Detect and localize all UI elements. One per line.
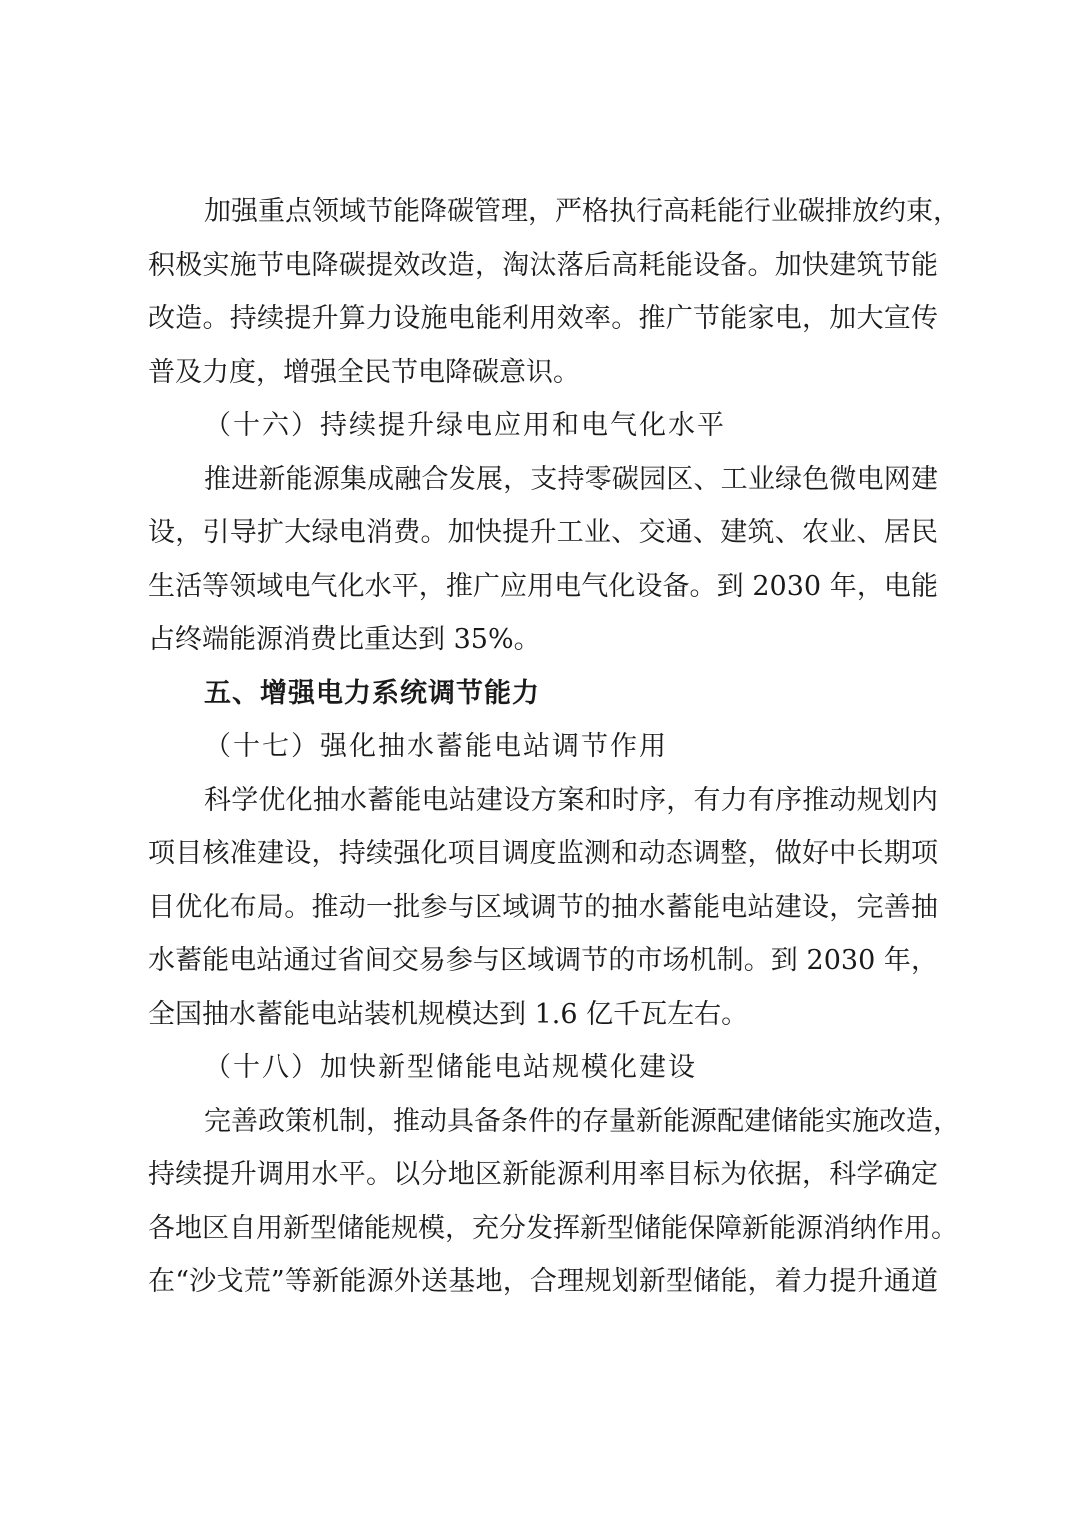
paragraph-pumped-storage-line-2: 项目核准建设，持续强化项目调度监测和动态调整，做好中长期项 bbox=[148, 838, 938, 869]
paragraph-green-power-line-2: 设，引导扩大绿电消费。加快提升工业、交通、建筑、农业、居民 bbox=[148, 517, 938, 548]
paragraph-new-storage-line-3: 各地区自用新型储能规模，充分发挥新型储能保障新能源消纳作用。 bbox=[148, 1212, 958, 1244]
paragraph-energy-saving-line-4: 普及力度，增强全民节电降碳意识。 bbox=[148, 356, 580, 388]
paragraph-pumped-storage-line-4: 水蓄能电站通过省间交易参与区域调节的市场机制。到 2030 年， bbox=[148, 945, 938, 976]
paragraph-green-power-line-1: 推进新能源集成融合发展，支持零碳园区、工业绿色微电网建 bbox=[204, 463, 938, 495]
paragraph-energy-saving-line-2: 积极实施节电降碳提效改造，淘汰落后高耗能设备。加快建筑节能 bbox=[148, 249, 938, 281]
paragraph-new-storage-line-2: 持续提升调用水平。以分地区新能源利用率目标为依据，科学确定 bbox=[148, 1159, 938, 1190]
paragraph-new-storage-line-4: 在“沙戈荒”等新能源外送基地，合理规划新型储能，着力提升通道 bbox=[148, 1266, 938, 1297]
paragraph-green-power-line-3: 生活等领域电气化水平，推广应用电气化设备。到 2030 年，电能 bbox=[148, 570, 938, 602]
paragraph-pumped-storage-line-5: 全国抽水蓄能电站装机规模达到 1.6 亿千瓦左右。 bbox=[148, 998, 749, 1030]
paragraph-new-storage-line-1: 完善政策机制，推动具备条件的存量新能源配建储能实施改造， bbox=[204, 1105, 960, 1137]
chapter-heading-5: 五、增强电力系统调节能力 bbox=[204, 677, 540, 709]
paragraph-pumped-storage-line-3: 目优化布局。推动一批参与区域调节的抽水蓄能电站建设，完善抽 bbox=[148, 891, 938, 923]
paragraph-energy-saving-line-3: 改造。持续提升算力设施电能利用效率。推广节能家电，加大宣传 bbox=[148, 303, 938, 334]
section-heading-16: （十六）持续提升绿电应用和电气化水平 bbox=[204, 410, 726, 441]
paragraph-green-power-line-4: 占终端能源消费比重达到 35%。 bbox=[148, 624, 541, 655]
section-heading-18: （十八）加快新型储能电站规模化建设 bbox=[204, 1052, 697, 1083]
section-heading-17: （十七）强化抽水蓄能电站调节作用 bbox=[204, 731, 668, 762]
paragraph-energy-saving-line-1: 加强重点领域节能降碳管理，严格执行高耗能行业碳排放约束， bbox=[204, 196, 960, 227]
paragraph-pumped-storage-line-1: 科学优化抽水蓄能电站建设方案和时序，有力有序推动规划内 bbox=[204, 784, 938, 816]
document-body bbox=[148, 185, 960, 1309]
